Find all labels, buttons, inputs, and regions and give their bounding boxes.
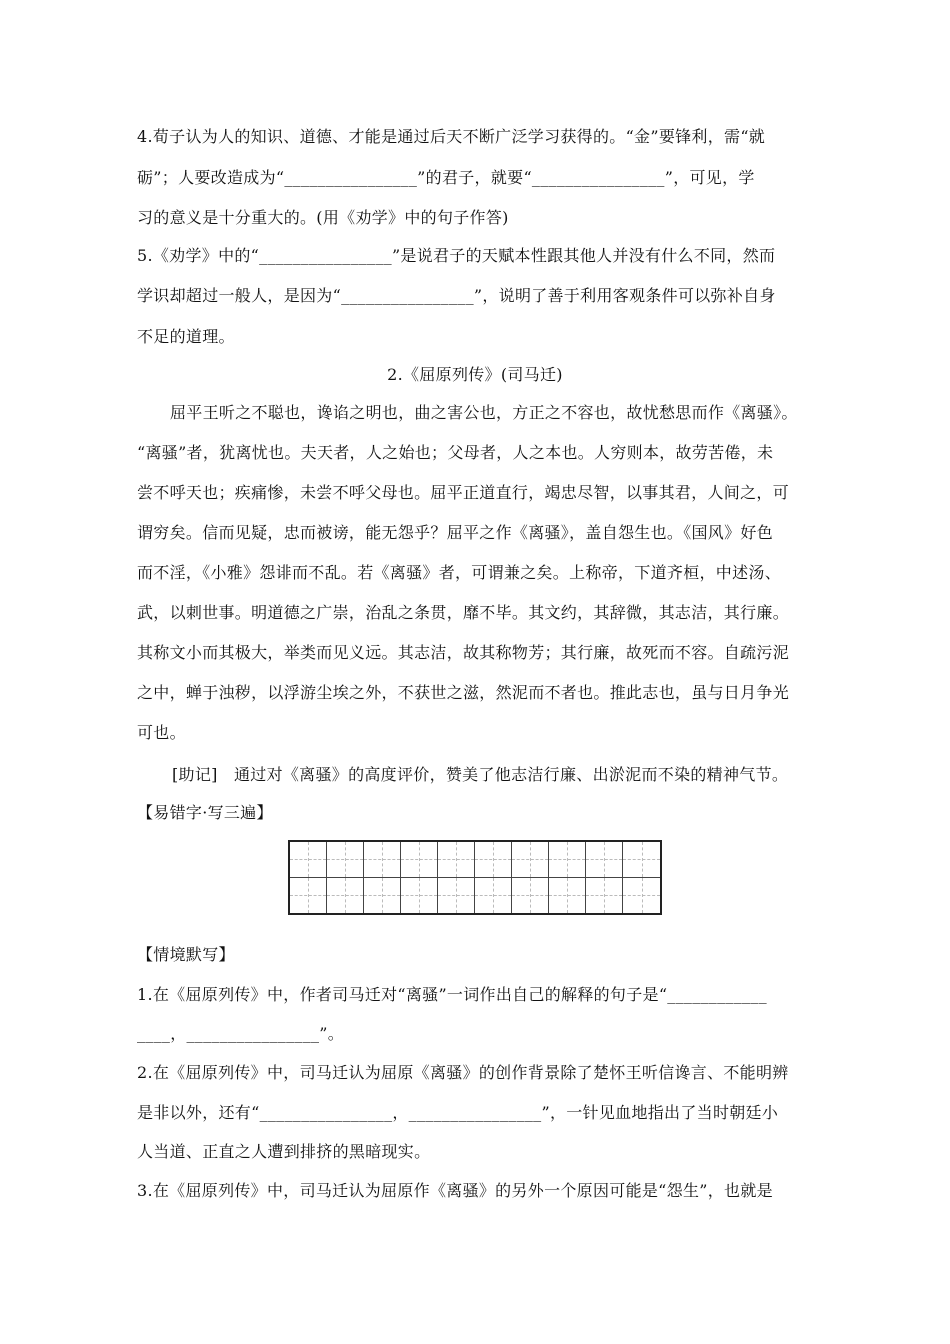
grid-cell[interactable] <box>512 842 549 878</box>
question-4-line-1: 4.荀子认为人的知识、道德、才能是通过后天不断广泛学习获得的。“金”要锋利，需“就 <box>137 127 766 146</box>
passage-line-3: 尝不呼天也；疾痛惨，未尝不呼父母也。屈平正道直行，竭忠尽智，以事其君，人间之，可 <box>137 483 790 502</box>
grid-cell[interactable] <box>327 878 364 914</box>
grid-cell[interactable] <box>290 842 327 878</box>
grid-cell[interactable] <box>623 842 660 878</box>
grid-cell[interactable] <box>475 878 512 914</box>
dictation-3-line-1: 3.在《屈原列传》中，司马迁认为屈原作《离骚》的另外一个原因可能是“怨生”，也就是 <box>137 1181 773 1200</box>
grid-cell[interactable] <box>549 878 586 914</box>
dictation-1-line-2: ____，________________”。 <box>137 1024 345 1043</box>
question-5-line-3: 不足的道理。 <box>137 327 235 346</box>
passage-line-5: 而不淫，《小雅》怨诽而不乱。若《离骚》者，可谓兼之矣。上称帝，下道齐桓，中述汤、 <box>137 563 782 582</box>
passage-line-8: 之中，蝉于浊秽，以浮游尘埃之外，不获世之滋，然泥而不者也。推此志也，虽与日月争光 <box>137 683 790 702</box>
passage-line-7: 其称文小而其极大，举类而见义远。其志洁，故其称物芳；其行廉，故死而不容。自疏污泥 <box>137 643 790 662</box>
dictation-1-line-1: 1.在《屈原列传》中，作者司马迁对“离骚”一词作出自己的解释的句子是“____________ <box>137 985 767 1004</box>
grid-cell[interactable] <box>364 842 401 878</box>
question-5-line-2: 学识却超过一般人，是因为“________________”，说明了善于利用客观条件可以弥补自身 <box>137 286 776 305</box>
grid-cell[interactable] <box>512 878 549 914</box>
section-title: 2.《屈原列传》(司马迁) <box>387 365 563 384</box>
question-4-line-3: 习的意义是十分重大的。(用《劝学》中的句子作答) <box>137 208 509 227</box>
grid-cell[interactable] <box>438 878 475 914</box>
grid-cell[interactable] <box>401 842 438 878</box>
memory-aid: [助记] 通过对《离骚》的高度评价，赞美了他志洁行廉、出淤泥而不染的精神气节。 <box>172 765 789 784</box>
typo-section-heading: 【易错字·写三遍】 <box>137 803 273 822</box>
dictation-2-line-1: 2.在《屈原列传》中，司马迁认为屈原《离骚》的创作背景除了楚怀王听信谗言、不能明辨 <box>137 1063 789 1082</box>
writing-grid[interactable] <box>288 840 662 915</box>
passage-line-4: 谓穷矣。信而见疑，忠而被谤，能无怨乎？屈平之作《离骚》，盖自怨生也。《国风》好色 <box>137 523 774 542</box>
passage-line-2: “离骚”者，犹离忧也。夫天者，人之始也；父母者，人之本也。人穷则本，故劳苦倦，未 <box>137 443 774 462</box>
grid-cell[interactable] <box>475 842 512 878</box>
grid-cell[interactable] <box>623 878 660 914</box>
passage-line-9: 可也。 <box>137 723 186 742</box>
passage-line-1: 屈平王听之不聪也，谗谄之明也，曲之害公也，方正之不容也，故忧愁思而作《离骚》。 <box>170 403 798 422</box>
dictation-2-line-2: 是非以外，还有“________________，________________”，一针见血地指出了当时朝廷小 <box>137 1103 779 1122</box>
dictation-2-line-3: 人当道、正直之人遭到排挤的黑暗现实。 <box>137 1142 431 1161</box>
grid-cell[interactable] <box>290 878 327 914</box>
grid-cell[interactable] <box>438 842 475 878</box>
grid-cell[interactable] <box>586 842 623 878</box>
question-4-line-2: 砺”；人要改造成为“________________”的君子，就要“________________”，可见，学 <box>137 168 755 187</box>
grid-cell[interactable] <box>364 878 401 914</box>
passage-line-6: 武，以刺世事。明道德之广崇，治乱之条贯，靡不毕。其文约，其辞微，其志洁，其行廉。 <box>137 603 790 622</box>
grid-cell[interactable] <box>549 842 586 878</box>
grid-cell[interactable] <box>401 878 438 914</box>
grid-cell[interactable] <box>327 842 364 878</box>
grid-cell[interactable] <box>586 878 623 914</box>
question-5-line-1: 5.《劝学》中的“________________”是说君子的天赋本性跟其他人并没有什么不同，然而 <box>137 246 776 265</box>
dictation-section-heading: 【情境默写】 <box>137 945 235 964</box>
